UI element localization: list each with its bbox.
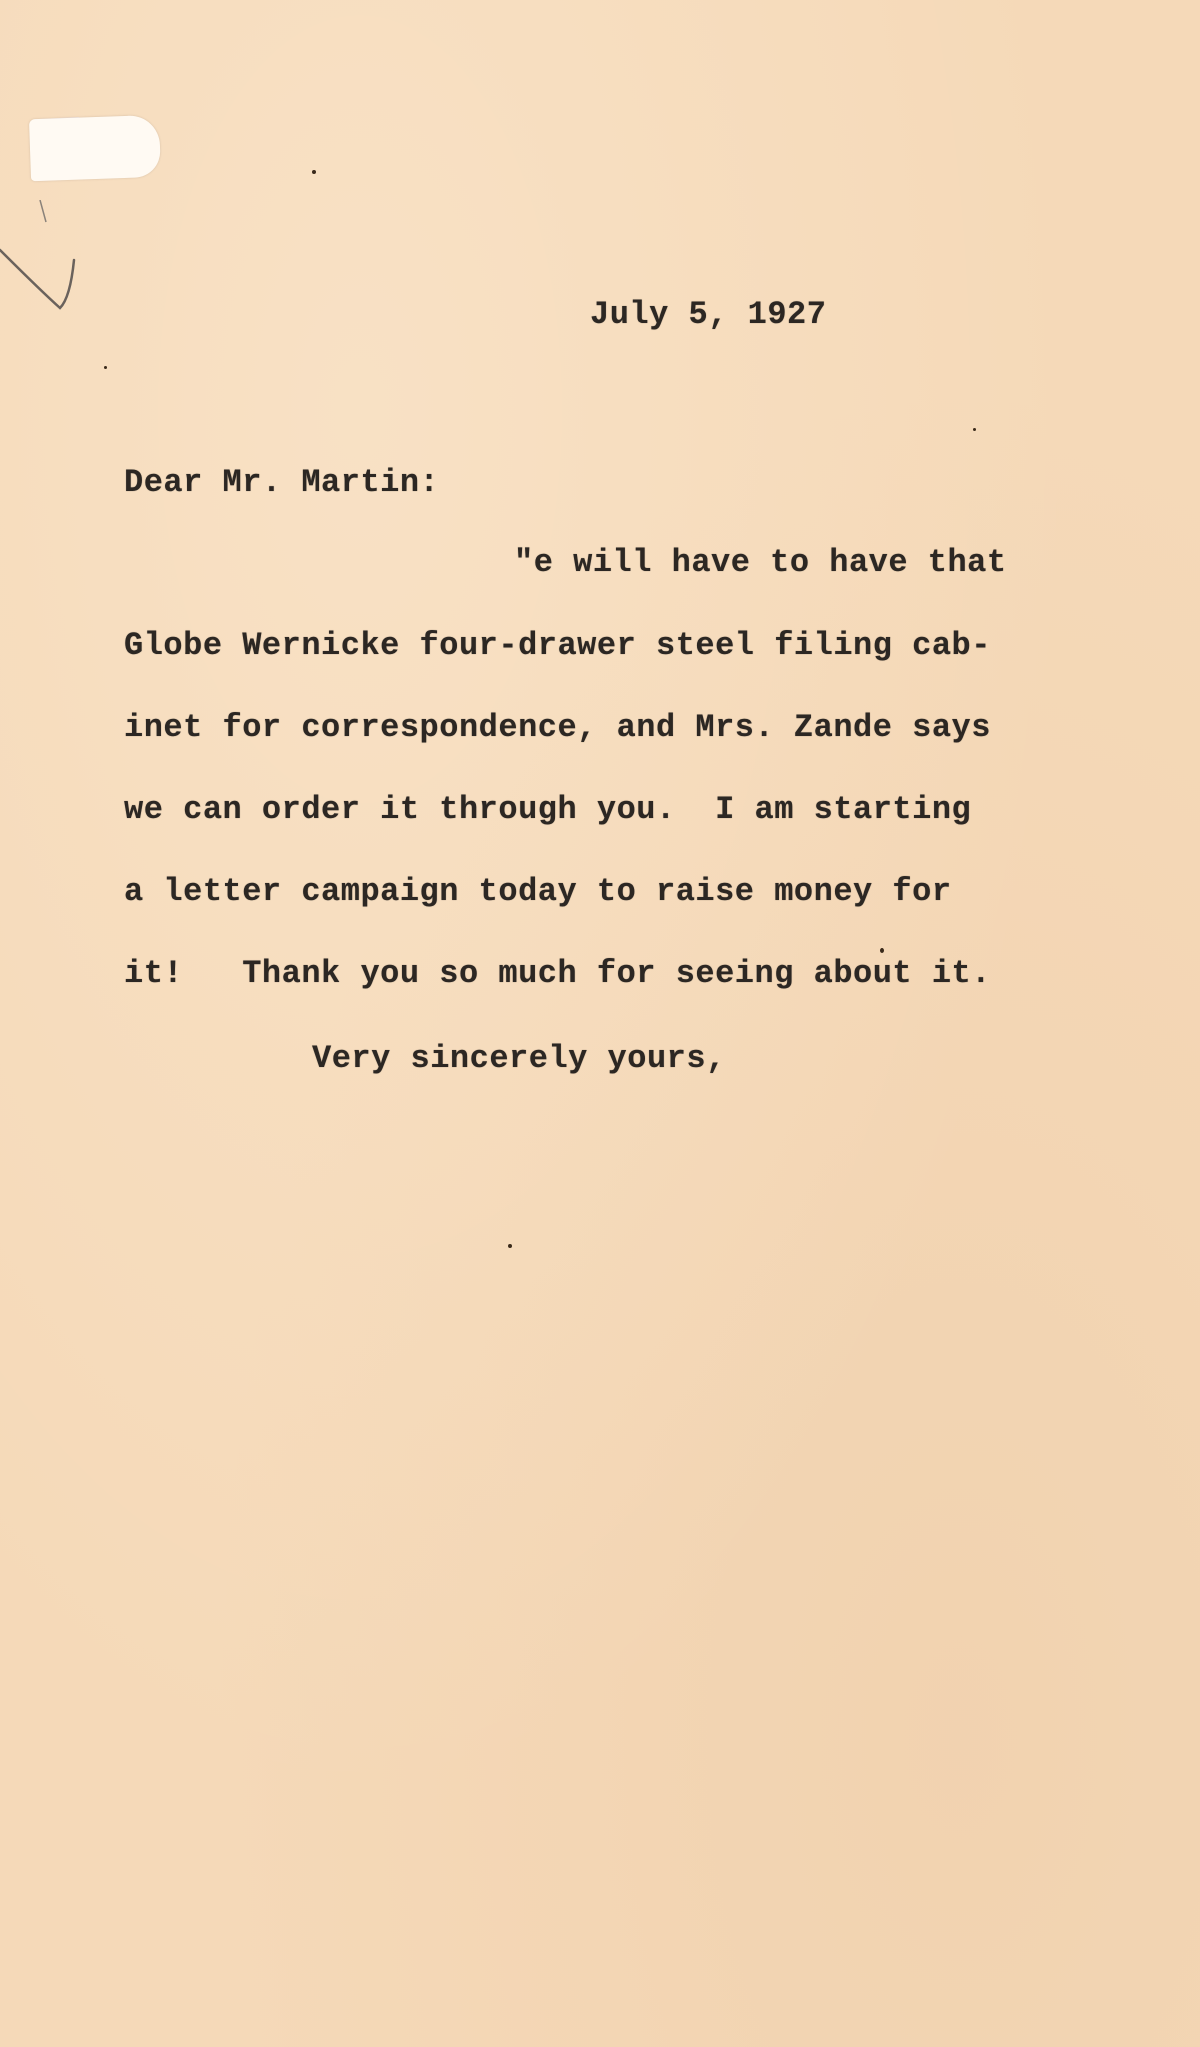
- letter-body-line: inet for correspondence, and Mrs. Zande says: [124, 709, 991, 746]
- letter-closing: Very sincerely yours,: [312, 1040, 726, 1077]
- letter-salutation: Dear Mr. Martin:: [124, 464, 440, 501]
- ink-speck: [880, 948, 884, 953]
- ink-speck: [104, 366, 107, 369]
- pencil-check-mark: [0, 200, 90, 320]
- ink-speck: [973, 428, 976, 431]
- letter-date: July 5, 1927: [590, 296, 827, 333]
- letter-body-line: it! Thank you so much for seeing about it.: [124, 955, 991, 992]
- tape-piece: [29, 115, 161, 181]
- letter-body-line: we can order it through you. I am starting: [124, 791, 972, 828]
- letter-body-line: "e will have to have that: [514, 544, 1007, 581]
- ink-speck: [508, 1244, 512, 1248]
- letter-body-line: a letter campaign today to raise money for: [124, 873, 952, 910]
- ink-speck: [312, 170, 316, 174]
- letter-body-line: Globe Wernicke four-drawer steel filing cab-: [124, 627, 991, 664]
